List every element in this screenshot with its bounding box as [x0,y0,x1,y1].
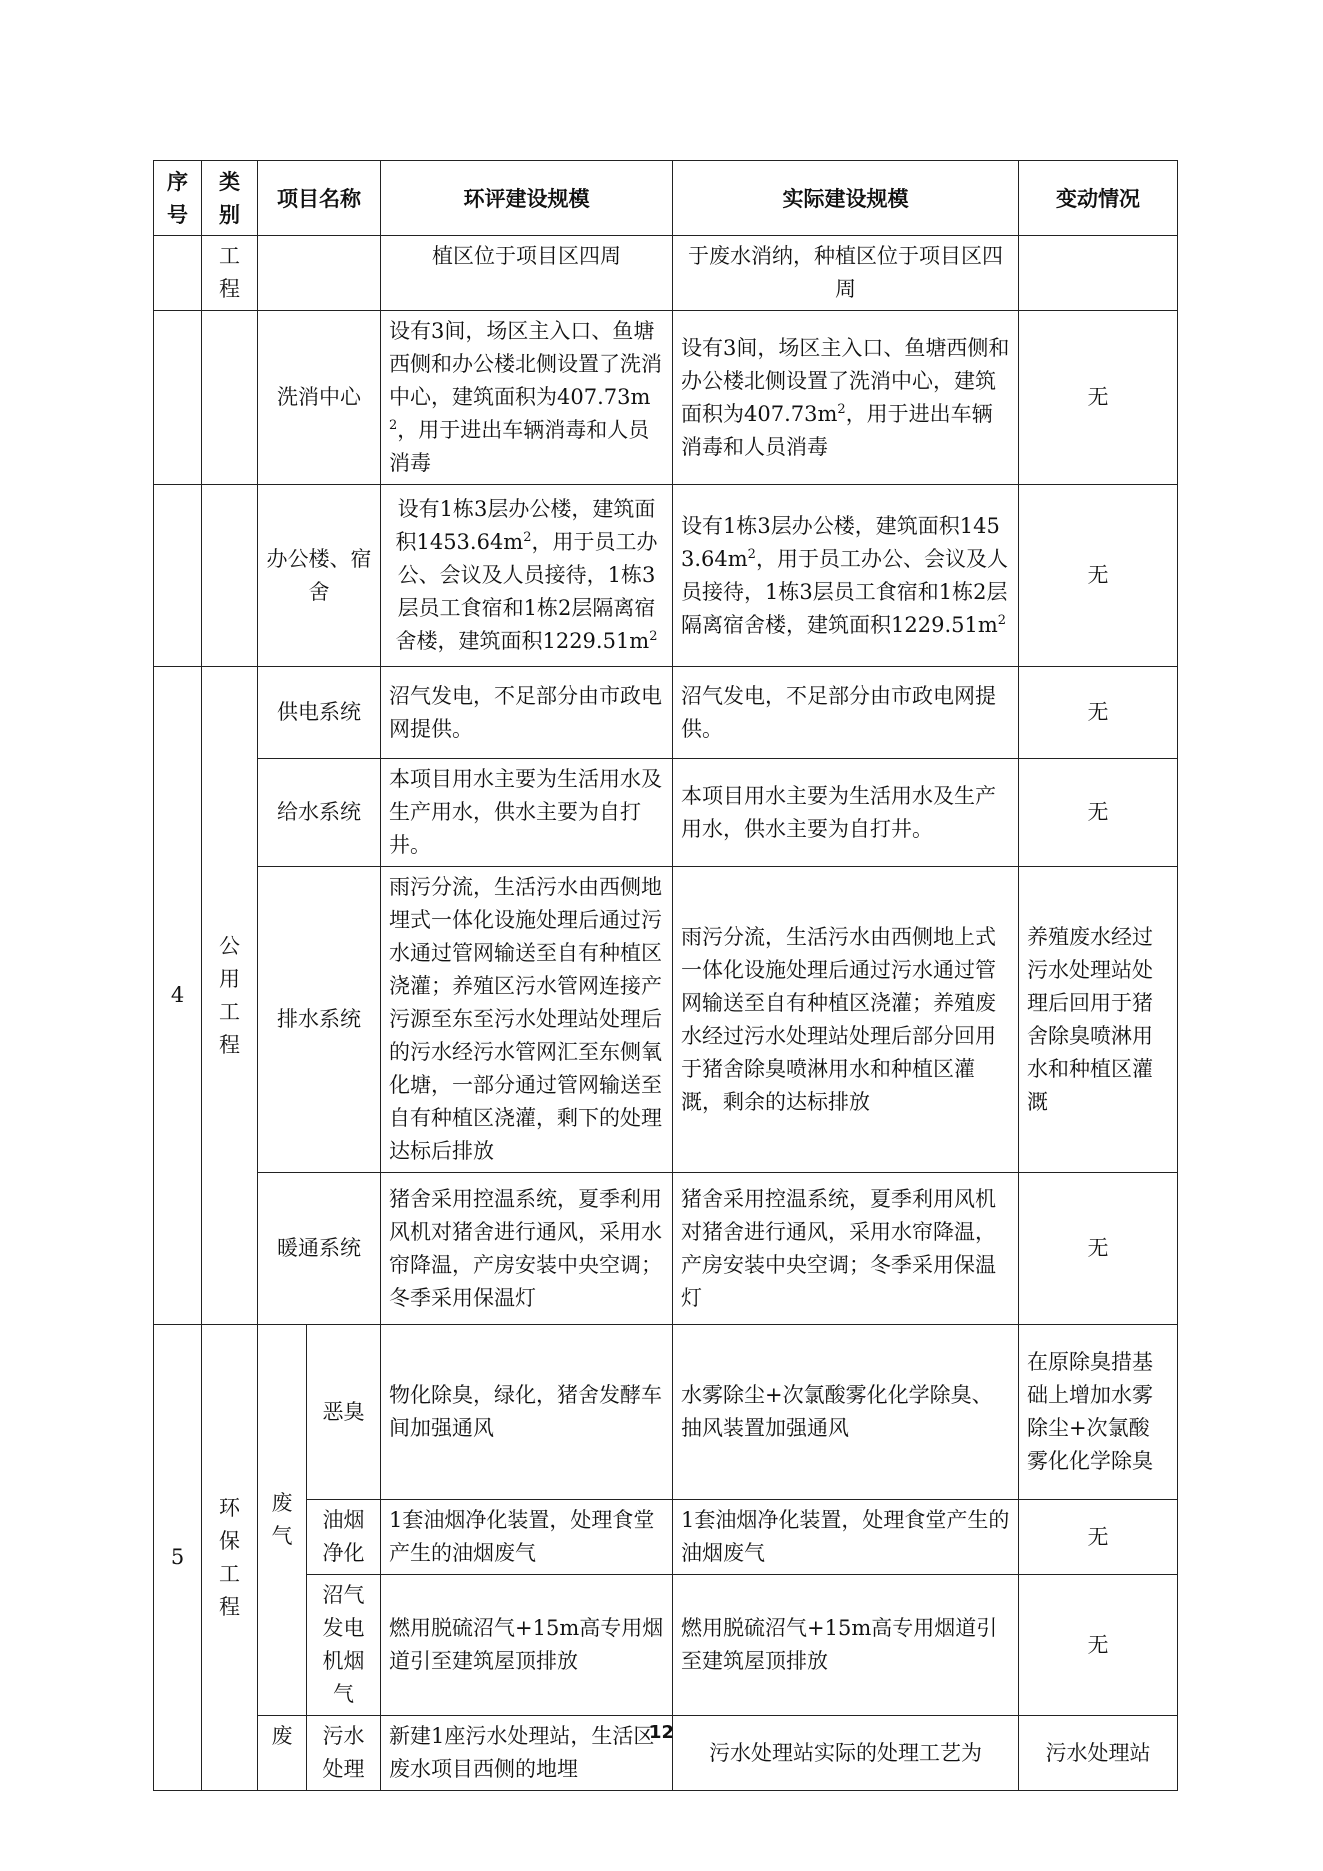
table-row [154,1500,1178,1575]
table-header-row [154,161,1178,236]
change-cell: 在原除臭措基础上增加水雾除尘+次氯酸雾化化学除臭 [1019,1325,1178,1500]
change-cell: 污水处理站 [1019,1716,1178,1791]
subcategory-cell: 废 气 [258,1325,307,1716]
change-cell: 无 [1019,667,1178,759]
table-row [154,867,1178,1173]
actual-cell: 水雾除尘+次氯酸雾化化学除臭、抽风装置加强通风 [673,1325,1019,1500]
table-row [154,485,1178,667]
subcategory-cell: 废 [258,1716,307,1791]
change-cell: 无 [1019,759,1178,867]
category-cell: 工 程 [202,236,258,311]
name-cell: 办公楼、宿舍 [258,485,381,667]
eia-cell: 设有1栋3层办公楼，建筑面积$1453.64m^2$，用于员工办公、会议及人员接待，1栋3层员工食宿和1栋2层隔离宿舍楼，建筑面积$1229.51m^2$ [381,485,673,667]
name-cell: 污水处理 [307,1716,381,1791]
eia-cell: 新建1座污水处理站，生活区废水项目西侧的地埋 [381,1716,673,1791]
header-project-name: 项目名称 [258,161,381,236]
name-cell: 沼气发电机烟气 [307,1575,381,1716]
name-cell: 给水系统 [258,759,381,867]
eia-cell: 猪舍采用控温系统，夏季利用风机对猪舍进行通风，采用水帘降温，产房安装中央空调；冬季采用保温灯 [381,1173,673,1325]
construction-comparison-table [153,160,1178,1791]
eia-cell: 1套油烟净化装置，处理食堂产生的油烟废气 [381,1500,673,1575]
name-cell [258,236,381,311]
actual-cell: 设有1栋3层办公楼，建筑面积$1453.64m^2$，用于员工办公、会议及人员接待，1栋3层员工食宿和1栋2层隔离宿舍楼，建筑面积$1229.51m^2$ [673,485,1019,667]
category-cell: 环 保 工 程 [202,1325,258,1791]
table-row [154,1325,1178,1500]
eia-cell: 沼气发电，不足部分由市政电网提供。 [381,667,673,759]
eia-cell: 本项目用水主要为生活用水及生产用水，供水主要为自打井。 [381,759,673,867]
name-cell: 恶臭 [307,1325,381,1500]
page-number: 12 [648,1722,675,1743]
seq-cell: 4 [154,667,202,1325]
table-row [154,759,1178,867]
eia-cell: 雨污分流，生活污水由西侧地埋式一体化设施处理后通过污水通过管网输送至自有种植区浇灌；养殖区污水管网连接产污源至东至污水处理站处理后的污水经污水管网汇至东侧氧化塘，一部分通过管网输送至自有种植区浇灌，剩下的处理达标后排放 [381,867,673,1173]
change-cell: 无 [1019,485,1178,667]
table-row [154,311,1178,485]
change-cell: 无 [1019,1500,1178,1575]
seq-cell [154,236,202,311]
eia-cell: 燃用脱硫沼气+15m高专用烟道引至建筑屋顶排放 [381,1575,673,1716]
actual-cell: 1套油烟净化装置，处理食堂产生的油烟废气 [673,1500,1019,1575]
seq-cell [154,485,202,667]
header-change: 变动情况 [1019,161,1178,236]
header-seq: 序 号 [154,161,202,236]
table-row [154,1575,1178,1716]
header-actual-scale: 实际建设规模 [673,161,1019,236]
eia-cell: 植区位于项目区四周 [381,236,673,311]
actual-cell: 沼气发电，不足部分由市政电网提供。 [673,667,1019,759]
name-cell: 洗消中心 [258,311,381,485]
name-cell: 暖通系统 [258,1173,381,1325]
actual-cell: 本项目用水主要为生活用水及生产用水，供水主要为自打井。 [673,759,1019,867]
name-cell: 排水系统 [258,867,381,1173]
actual-cell: 燃用脱硫沼气+15m高专用烟道引至建筑屋顶排放 [673,1575,1019,1716]
actual-cell: 污水处理站实际的处理工艺为 [673,1716,1019,1791]
actual-cell: 设有3间，场区主入口、鱼塘西侧和办公楼北侧设置了洗消中心，建筑面积为$407.73m^2$，用于进出车辆消毒和人员消毒 [673,311,1019,485]
header-eia-scale: 环评建设规模 [381,161,673,236]
table-row [154,236,1178,311]
change-cell: 无 [1019,1173,1178,1325]
seq-cell [154,311,202,485]
seq-cell: 5 [154,1325,202,1791]
name-cell: 供电系统 [258,667,381,759]
change-cell: 无 [1019,311,1178,485]
table-row [154,667,1178,759]
eia-cell: 物化除臭，绿化，猪舍发酵车间加强通风 [381,1325,673,1500]
change-cell [1019,236,1178,311]
change-cell: 养殖废水经过污水处理站处理后回用于猪舍除臭喷淋用水和种植区灌溉 [1019,867,1178,1173]
table-row [154,1173,1178,1325]
category-cell [202,311,258,485]
name-cell: 油烟净化 [307,1500,381,1575]
actual-cell: 于废水消纳，种植区位于项目区四周 [673,236,1019,311]
actual-cell: 猪舍采用控温系统，夏季利用风机对猪舍进行通风，采用水帘降温，产房安装中央空调；冬季采用保温灯 [673,1173,1019,1325]
header-category: 类 别 [202,161,258,236]
change-cell: 无 [1019,1575,1178,1716]
category-cell [202,485,258,667]
category-cell: 公 用 工 程 [202,667,258,1325]
eia-cell: 设有3间，场区主入口、鱼塘西侧和办公楼北侧设置了洗消中心，建筑面积为$407.73m^2$，用于进出车辆消毒和人员消毒 [381,311,673,485]
actual-cell: 雨污分流，生活污水由西侧地上式一体化设施处理后通过污水通过管网输送至自有种植区浇灌；养殖废水经过污水处理站处理后部分回用于猪舍除臭喷淋用水和种植区灌溉，剩余的达标排放 [673,867,1019,1173]
